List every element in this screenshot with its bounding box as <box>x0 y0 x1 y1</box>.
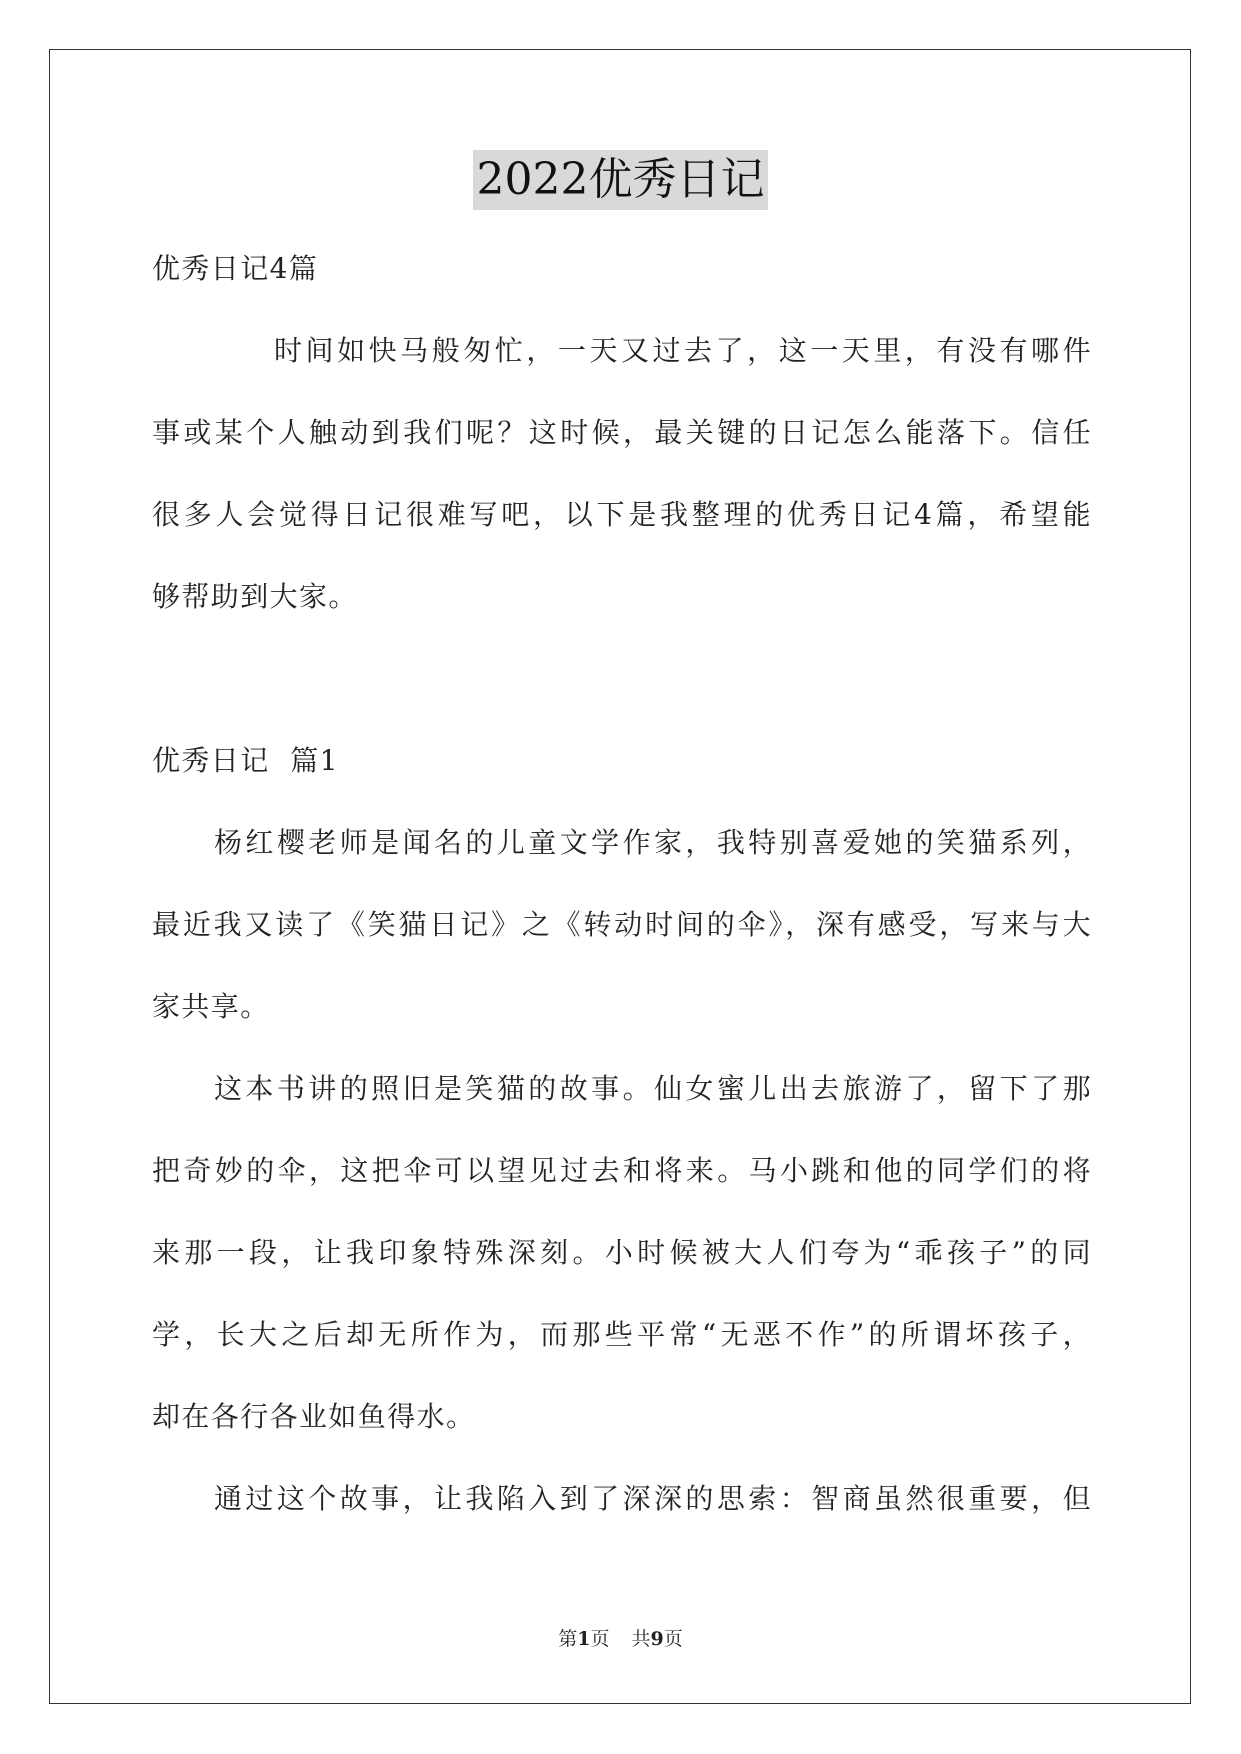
page-suffix: 页 <box>590 1628 610 1650</box>
paragraph-2-line-5: 却在各行各业如鱼得水。 <box>152 1400 476 1433</box>
intro-line-4: 够帮助到大家。 <box>152 580 358 613</box>
paragraph-2-line-4: 学，长大之后却无所作为，而那些平常“无恶不作”的所谓坏孩子， <box>152 1318 1092 1351</box>
paragraph-3-line-1: 通过这个故事，让我陷入到了深深的思索：智商虽然很重要，但 <box>214 1482 1092 1515</box>
page-number: 1 <box>577 1628 591 1650</box>
intro-line-2: 事或某个人触动到我们呢？这时候，最关键的日记怎么能落下。信任 <box>152 416 1092 449</box>
paragraph-2-line-2: 把奇妙的伞，这把伞可以望见过去和将来。马小跳和他的同学们的将 <box>152 1154 1092 1187</box>
total-prefix: 共 <box>631 1628 651 1650</box>
section-heading: 优秀日记 篇1 <box>152 744 339 777</box>
paragraph-2-line-3: 来那一段，让我印象特殊深刻。小时候被大人们夸为“乖孩子”的同 <box>152 1236 1092 1269</box>
blank-line <box>152 638 1092 720</box>
title-container <box>0 150 1241 210</box>
document-body <box>152 228 1092 1540</box>
paragraph-1-line-3: 家共享。 <box>152 990 270 1023</box>
page-prefix: 第 <box>558 1628 578 1650</box>
document-title: 2022优秀日记 <box>473 150 769 210</box>
total-suffix: 页 <box>663 1628 683 1650</box>
paragraph-1-line-1: 杨红樱老师是闻名的儿童文学作家，我特别喜爱她的笑猫系列， <box>214 826 1092 859</box>
page-footer <box>0 1624 1241 1651</box>
paragraph-1-line-2: 最近我又读了《笑猫日记》之《转动时间的伞》，深有感受，写来与大 <box>152 908 1092 941</box>
document-subtitle: 优秀日记4篇 <box>152 252 319 285</box>
intro-line-1: 时间如快马般匆忙，一天又过去了，这一天里，有没有哪件 <box>274 334 1092 367</box>
paragraph-2-line-1: 这本书讲的照旧是笑猫的故事。仙女蜜儿出去旅游了，留下了那 <box>214 1072 1092 1105</box>
intro-line-3: 很多人会觉得日记很难写吧，以下是我整理的优秀日记4篇，希望能 <box>152 498 1092 531</box>
total-pages: 9 <box>650 1628 664 1650</box>
